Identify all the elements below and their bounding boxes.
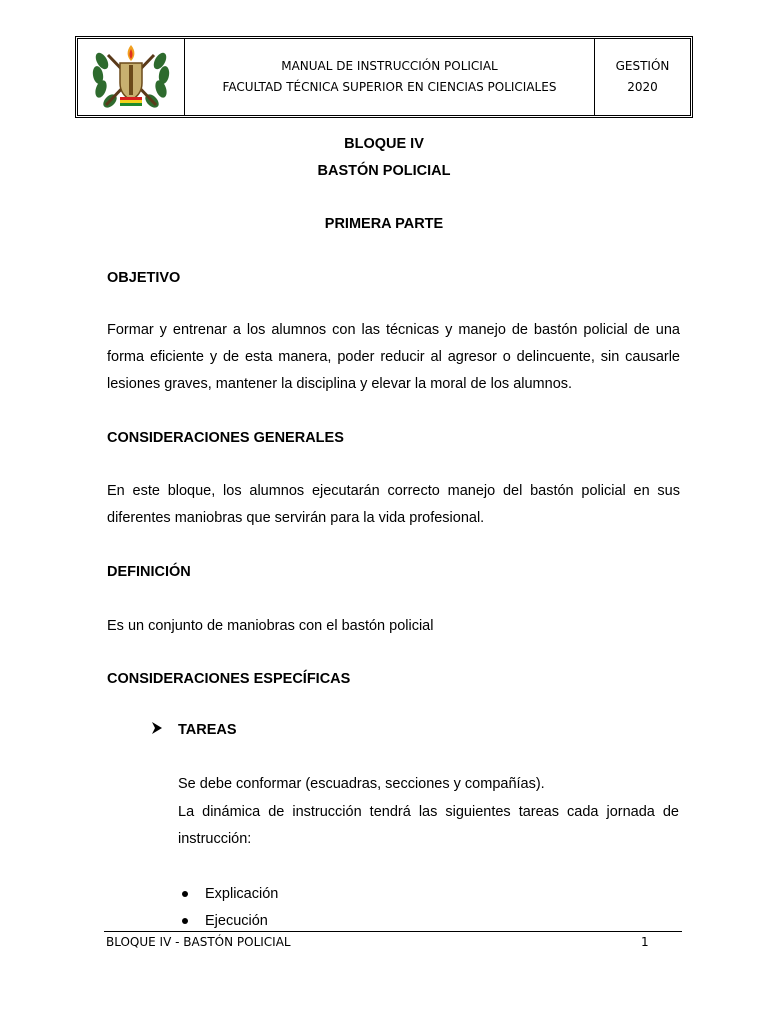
gestion-year: 2020: [627, 80, 658, 94]
bullet-dot-icon: [182, 891, 188, 897]
header-title-cell: [185, 39, 595, 115]
definicion-heading: DEFINICIÓN: [107, 564, 191, 580]
list-item: [182, 913, 268, 929]
subject-title: BASTÓN POLICIAL: [317, 163, 451, 179]
tareas-paragraph: [178, 799, 679, 853]
bullet-dot-icon: [182, 918, 188, 924]
footer-title: BLOQUE IV - BASTÓN POLICIAL: [106, 935, 291, 949]
list-item-text: Ejecución: [205, 913, 268, 929]
page-number: 1: [641, 935, 649, 949]
footer-divider: [104, 931, 682, 932]
generales-line: diferentes maniobras que servirán para la vida profesional.: [107, 510, 485, 526]
part-title: PRIMERA PARTE: [324, 216, 444, 232]
objetivo-paragraph: [107, 317, 680, 398]
tareas-line: La dinámica de instrucción tendrá las siguientes tareas cada jornada de: [178, 804, 679, 820]
document-header: [75, 36, 693, 118]
header-logo-cell: [78, 39, 185, 115]
block-title: BLOQUE IV: [344, 136, 424, 152]
arrow-bullet-icon: [152, 722, 178, 738]
definicion-text: Es un conjunto de maniobras con el bastón policial: [107, 618, 434, 634]
generales-heading: CONSIDERACIONES GENERALES: [107, 430, 344, 446]
gestion-label: GESTIÓN: [615, 59, 670, 73]
objetivo-line: forma eficiente y de esta manera, poder reducir al agresor o delincuente, sin causarle: [107, 349, 680, 365]
tareas-label: TAREAS: [178, 722, 237, 738]
list-item: [182, 886, 278, 902]
list-item-text: Explicación: [205, 886, 279, 902]
header-gestion-cell: [595, 39, 690, 115]
generales-line: En este bloque, los alumnos ejecutarán correcto manejo del bastón policial en sus: [107, 483, 680, 499]
tareas-line: instrucción:: [178, 831, 252, 847]
header-title-line-2: FACULTAD TÉCNICA SUPERIOR EN CIENCIAS POLICIALES: [222, 80, 557, 94]
objetivo-line: Formar y entrenar a los alumnos con las técnicas y manejo de bastón policial de una: [107, 322, 680, 338]
police-emblem-icon: [88, 41, 174, 113]
header-title-line-1: MANUAL DE INSTRUCCIÓN POLICIAL: [281, 59, 498, 73]
objetivo-heading: OBJETIVO: [107, 270, 181, 286]
tareas-line-1: Se debe conformar (escuadras, secciones y compañías).: [178, 776, 545, 792]
especificas-heading: CONSIDERACIONES ESPECÍFICAS: [107, 671, 351, 687]
tareas-item: [152, 722, 237, 738]
generales-paragraph: [107, 478, 680, 532]
objetivo-line: lesiones graves, mantener la disciplina y elevar la moral de los alumnos.: [107, 376, 573, 392]
